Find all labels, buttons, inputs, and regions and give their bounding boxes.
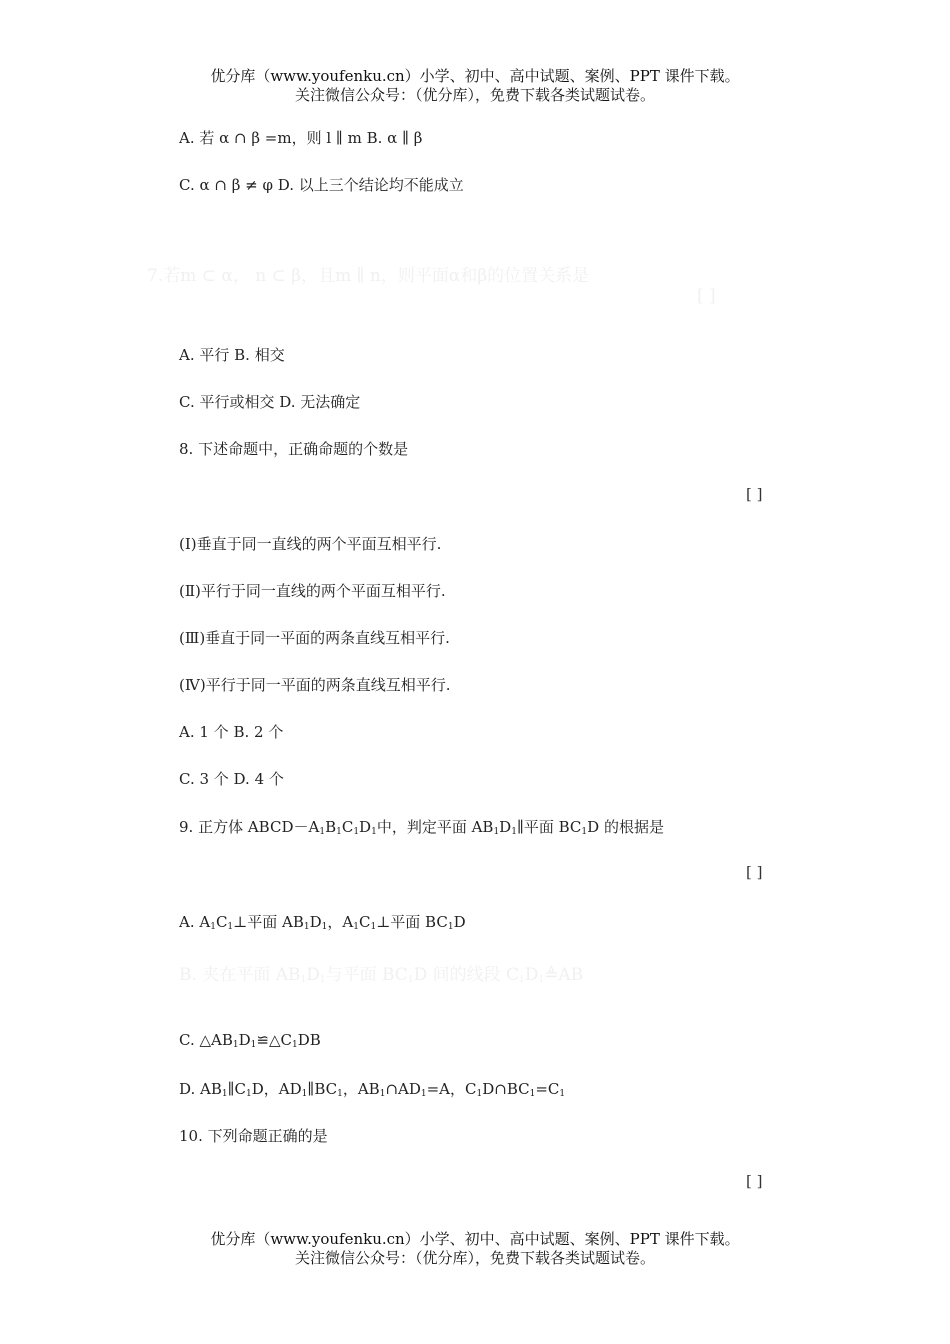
option-text: B. 夹在平面 AB (179, 965, 301, 985)
footer-line-2: 关注微信公众号：（优分库），免费下载各类试题试卷。 (294, 1249, 655, 1267)
option-text: =A，C (426, 1080, 477, 1098)
option-text: ∩AD (385, 1080, 421, 1098)
q10-answer-bracket: [ ] (746, 1172, 763, 1190)
subscript: 1 (246, 1089, 252, 1099)
subscript: 1 (303, 922, 310, 932)
q9-stem-text: B (325, 818, 337, 836)
subscript: 1 (447, 922, 454, 932)
subscript: 1 (379, 1089, 386, 1099)
option-text: DB (297, 1031, 321, 1049)
q9-option-b (179, 960, 583, 985)
subscript: 1 (300, 975, 307, 985)
q9-stem-text: ∥平面 BC (516, 818, 582, 836)
option-text: =C (535, 1080, 560, 1098)
q8-answer-bracket: [ ] (746, 485, 763, 503)
subscript: 1 (407, 975, 414, 985)
header-line-2: 关注微信公众号：（优分库），免费下载各类试题试卷。 (294, 86, 655, 104)
q9-stem-text: C (341, 818, 354, 836)
q8-statement-1: (Ⅰ)垂直于同一直线的两个平面互相平行. (179, 535, 442, 553)
subscript: 1 (319, 827, 326, 837)
option-text: C (215, 913, 228, 931)
subscript: 1 (336, 827, 342, 837)
option-text: ⊥平面 AB (233, 913, 304, 931)
q9-option-c (179, 1031, 321, 1050)
option-text: D (306, 965, 320, 985)
subscript: 1 (210, 922, 216, 932)
subscript: 1 (232, 1040, 239, 1050)
option-text: C (358, 913, 371, 931)
option-text: ∥BC (307, 1080, 338, 1098)
option-text: 与平面 BC (325, 965, 408, 985)
q8-options-cd: C. 3 个 D. 4 个 (179, 770, 284, 788)
footer-line-1: 优分库（www.youfenku.cn）小学、初中、高中试题、案例、PPT 课件下载。 (210, 1230, 740, 1248)
option-text: ，A (327, 913, 354, 931)
option-text: C. △AB (179, 1031, 233, 1049)
q9-stem-text: D (499, 818, 512, 836)
q8-statement-4: (Ⅳ)平行于同一平面的两条直线互相平行. (179, 676, 451, 694)
q7-options-ab: A. 平行 B. 相交 (179, 346, 285, 364)
subscript: 1 (250, 1040, 257, 1050)
option-text: ，AB (342, 1080, 380, 1098)
subscript: 1 (519, 975, 525, 985)
q8-statement-3: (Ⅲ)垂直于同一平面的两条直线互相平行. (179, 629, 450, 647)
subscript: 1 (370, 922, 377, 932)
q10-stem: 10. 下列命题正确的是 (179, 1127, 328, 1145)
header-line-1: 优分库（www.youfenku.cn）小学、初中、高中试题、案例、PPT 课件下载。 (210, 67, 740, 85)
q9-option-a (179, 911, 466, 932)
option-text: D (453, 913, 466, 931)
q7-stem: 7.若m ⊂ α， n ⊂ β，且m ∥ n，则平面α和β的位置关系是 (147, 266, 590, 286)
subscript: 1 (476, 1089, 483, 1099)
option-text: A. A (179, 913, 211, 931)
q8-statement-2: (Ⅱ)平行于同一直线的两个平面互相平行. (179, 582, 446, 600)
option-text: D∩BC (482, 1080, 530, 1098)
q9-stem (179, 816, 664, 837)
subscript: 1 (221, 1089, 228, 1099)
q9-option-d (179, 1078, 565, 1099)
subscript: 1 (529, 1089, 536, 1099)
subscript: 1 (581, 827, 588, 837)
option-text: D (309, 913, 322, 931)
subscript: 1 (227, 922, 234, 932)
q7-bracket: [ ] (697, 286, 716, 306)
q6-options-ab: A. 若 α ∩ β =m，则 l ∥ m B. α ∥ β (179, 129, 423, 147)
subscript: 1 (337, 1089, 343, 1099)
subscript: 1 (371, 827, 377, 837)
subscript: 1 (559, 1089, 566, 1099)
q9-stem-text: D (359, 818, 372, 836)
option-text: D 间的线段 C (413, 965, 520, 985)
option-text: D (238, 1031, 251, 1049)
option-text: D. AB (179, 1080, 222, 1098)
subscript: 1 (493, 827, 500, 837)
subscript: 1 (538, 975, 545, 985)
subscript: 1 (353, 922, 359, 932)
q9-answer-bracket: [ ] (746, 863, 763, 881)
q7-options-cd: C. 平行或相交 D. 无法确定 (179, 393, 361, 411)
option-text: D，AD (251, 1080, 302, 1098)
option-text: ≜AB (544, 965, 584, 985)
q9-stem-text: 中，判定平面 AB (376, 818, 494, 836)
q6-options-cd: C. α ∩ β ≠ φ D. 以上三个结论均不能成立 (179, 176, 464, 194)
subscript: 1 (301, 1089, 308, 1099)
option-text: ⊥平面 BC (376, 913, 448, 931)
subscript: 1 (420, 1089, 427, 1099)
subscript: 1 (319, 975, 326, 985)
q9-stem-text: 9. 正方体 ABCD－A (179, 818, 320, 836)
subscript: 1 (321, 922, 328, 932)
subscript: 1 (291, 1040, 298, 1050)
option-text: ≌△C (256, 1031, 292, 1049)
q9-stem-text: D 的根据是 (587, 818, 664, 836)
q8-stem: 8. 下述命题中，正确命题的个数是 (179, 440, 409, 458)
option-text: ∥C (227, 1080, 247, 1098)
q8-options-ab: A. 1 个 B. 2 个 (179, 723, 284, 741)
page-footer (0, 1230, 950, 1268)
subscript: 1 (353, 827, 360, 837)
subscript: 1 (511, 827, 517, 837)
option-text: D (524, 965, 539, 985)
page-header (0, 67, 950, 105)
